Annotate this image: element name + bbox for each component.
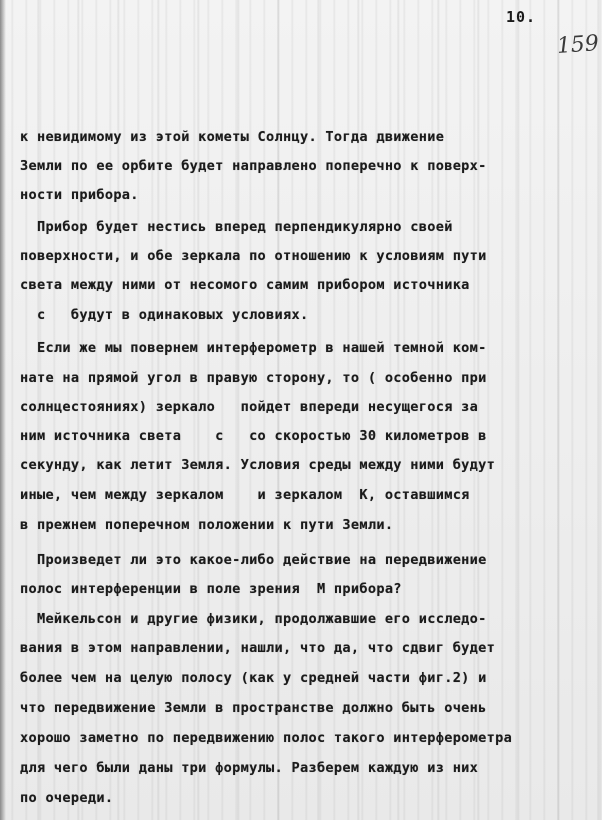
text-line: для чего были даны три формулы. Разберем каждую из них bbox=[20, 760, 479, 776]
text-line: вания в этом направлении, нашли, что да, что сдвиг будет bbox=[20, 640, 496, 656]
text-line: секунду, как летит Земля. Условия среды между ними будут bbox=[20, 457, 496, 473]
text-line: Прибор будет нестись вперед перпендикулярно своей bbox=[20, 219, 453, 235]
text-line: по очереди. bbox=[20, 790, 114, 806]
text-line: что передвижение Земли в пространстве должно быть очень bbox=[20, 700, 487, 716]
text-line: Если же мы повернем интерферометр в нашей темной ком- bbox=[20, 340, 487, 356]
handwritten-archive-number: 159 bbox=[556, 31, 600, 59]
text-line: с будут в одинаковых условиях. bbox=[20, 307, 309, 323]
text-line: хорошо заметно по передвижению полос такого интерферометра bbox=[20, 730, 513, 746]
text-line: ним источника света с со скоростью 30 километров в bbox=[20, 428, 487, 444]
text-line: поверхности, и обе зеркала по отношению к условиям пути bbox=[20, 248, 487, 264]
text-line: к невидимому из этой кометы Солнцу. Тогда движение bbox=[20, 129, 445, 145]
text-line: света между ними от несомого самим прибором источника bbox=[20, 277, 470, 293]
text-line: более чем на целую полосу (как у средней части фиг.2) и bbox=[20, 670, 487, 686]
text-line: ности прибора. bbox=[20, 187, 139, 203]
text-line: Произведет ли это какое-либо действие на передвижение bbox=[20, 552, 487, 568]
page-number: 10. bbox=[506, 8, 537, 26]
text-line: полос интерференции в поле зрения М прибора? bbox=[20, 581, 402, 597]
text-line: в прежнем поперечном положении к пути Земли. bbox=[20, 517, 394, 533]
scan-edge-shadow bbox=[0, 0, 6, 820]
text-line: иные, чем между зеркалом и зеркалом К, оставшимся bbox=[20, 487, 470, 503]
text-line: Земли по ее орбите будет направлено поперечно к поверх- bbox=[20, 158, 487, 174]
text-line: нате на прямой угол в правую сторону, то ( особенно при bbox=[20, 370, 487, 386]
text-line: солнцестояниях) зеркало пойдет впереди несущегося за bbox=[20, 399, 479, 415]
text-line: Мейкельсон и другие физики, продолжавшие его исследо- bbox=[20, 611, 487, 627]
